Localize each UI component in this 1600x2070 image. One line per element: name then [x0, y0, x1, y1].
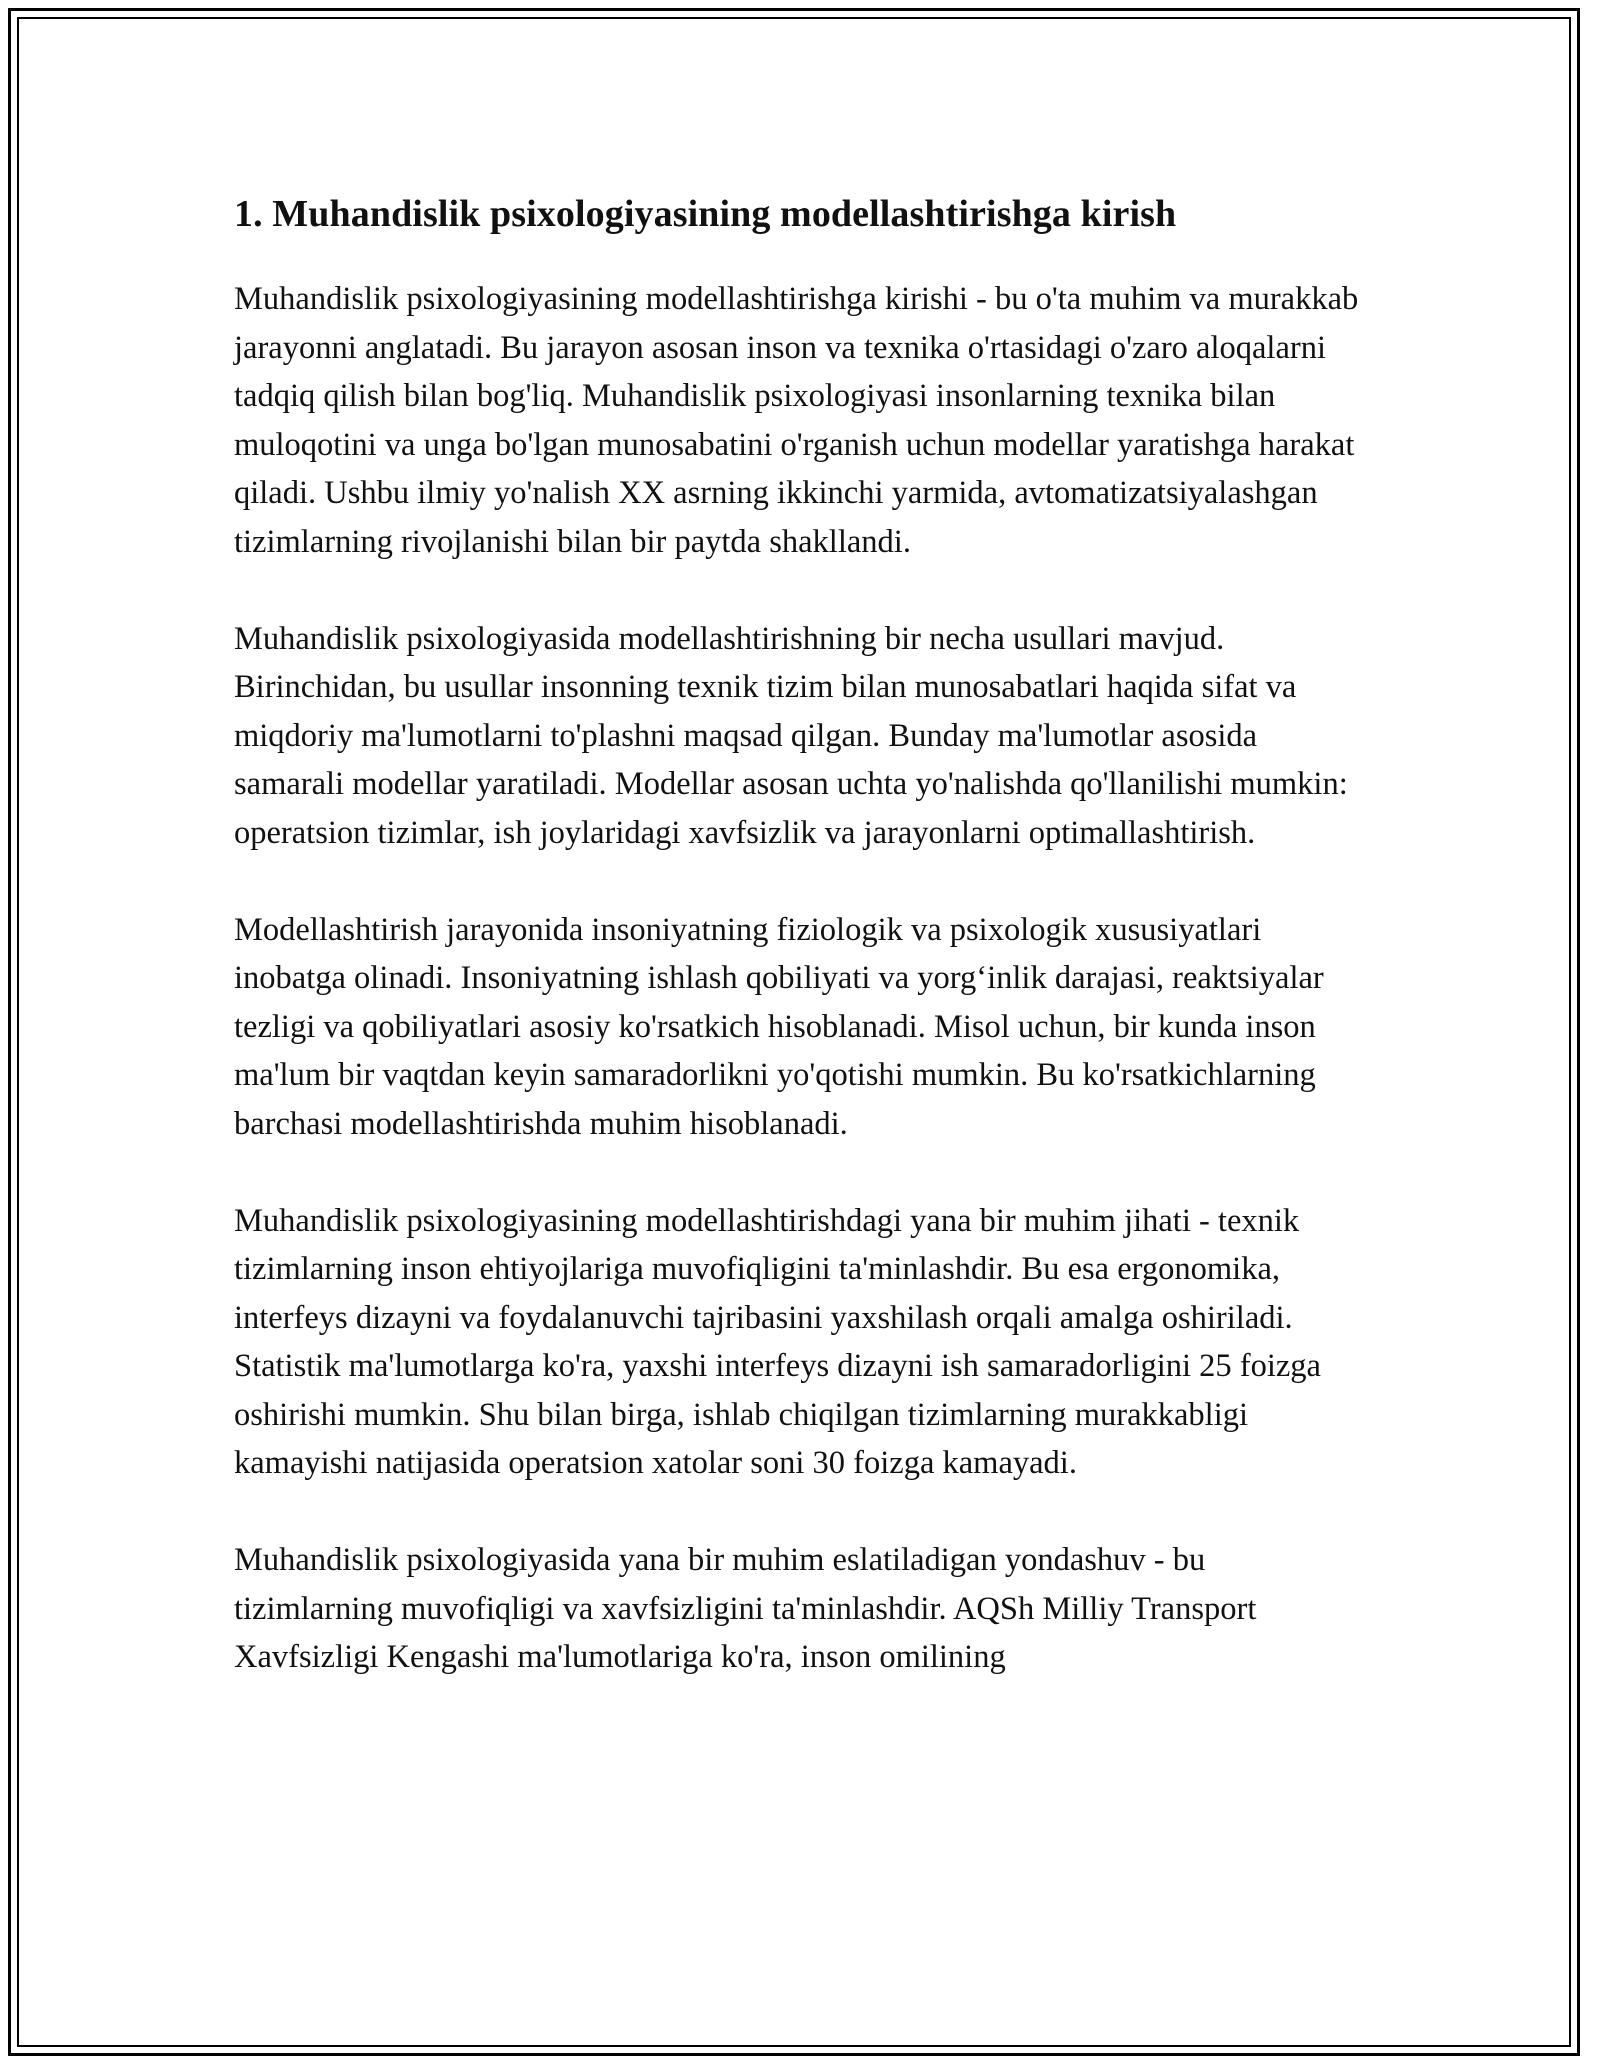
- section-title: 1. Muhandislik psixologiyasining modellashtirishga kirish: [234, 193, 1177, 235]
- paragraph-3: Modellashtirish jarayonida insoniyatning fiziologik va psixologik xususiyatlari inobatga olinadi. Insoniyatning ishlash qobiliyati va yorg‘inlik darajasi, reaktsiyalar tezligi va qobiliyatlari asosiy ko'rsatkich hisoblanadi. Misol uchun, bir kunda inson ma'lum bir vaqtdan keyin samaradorlikni yo'qotishi mumkin. Bu ko'rsatkichlarning barchasi modellashtirishda muhim hisoblanadi.: [234, 911, 1324, 1142]
- paragraph-5: Muhandislik psixologiyasida yana bir muhim eslatiladigan yondashuv - bu tizimlarning muvofiqligi va xavfsizligini ta'minlashdir. AQSh Milliy Transport Xavfsizligi Kengashi ma'lumotlariga ko'ra, inson omilining: [234, 1542, 1257, 1675]
- paragraph-4: Muhandislik psixologiyasining modellashtirishdagi yana bir muhim jihati - texnik tizimlarning inson ehtiyojlariga muvofiqligini ta'minlashdir. Bu esa ergonomika, interfeys dizayni va foydalanuvchi tajribasini yaxshilash orqali amalga oshiriladi. Statistik ma'lumotlarga ko'ra, yaxshi interfeys dizayni ish samaradorligini 25 foizga oshirishi mumkin. Shu bilan birga, ishlab chiqilgan tizimlarning murakkabligi kamayishi natijasida operatsion xatolar soni 30 foizga kamayadi.: [234, 1202, 1321, 1481]
- paragraph-2: Muhandislik psixologiyasida modellashtirishning bir necha usullari mavjud. Birinchidan, bu usullar insonning texnik tizim bilan munosabatlari haqida sifat va miqdoriy ma'lumotlarni to'plashni maqsad qilgan. Bunday ma'lumotlar asosida samarali modellar yaratiladi. Modellar asosan uchta yo'nalishda qo'llanilishi mumkin: operatsion tizimlar, ish joylaridagi xavfsizlik va jarayonlarni optimallashtirish.: [234, 620, 1348, 851]
- document-body: [234, 185, 1374, 1730]
- paragraph-1: Muhandislik psixologiyasining modellashtirishga kirishi - bu o'ta muhim va murakkab jarayonni anglatadi. Bu jarayon asosan inson va texnika o'rtasidagi o'zaro aloqalarni tadqiq qilish bilan bog'liq. Muhandislik psixologiyasi insonlarning texnika bilan muloqotini va unga bo'lgan munosabatini o'rganish uchun modellar yaratishga harakat qiladi. Ushbu ilmiy yo'nalish XX asrning ikkinchi yarmida, avtomatizatsiyalashgan tizimlarning rivojlanishi bilan bir paytda shakllandi.: [234, 281, 1359, 560]
